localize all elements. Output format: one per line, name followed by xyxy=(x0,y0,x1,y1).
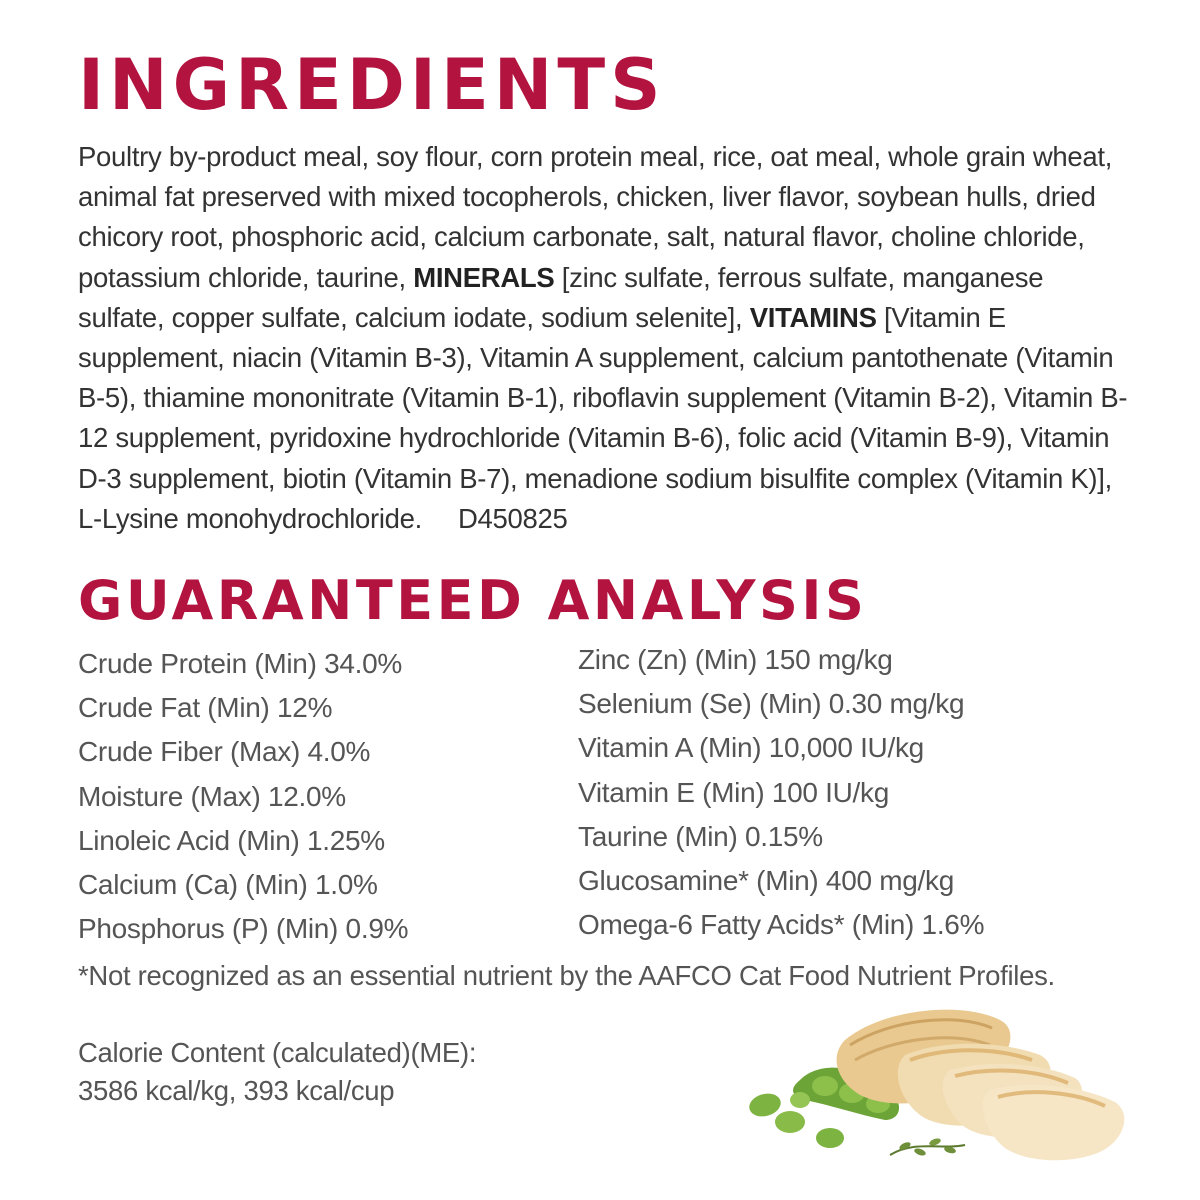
analysis-item: Glucosamine* (Min) 400 mg/kg xyxy=(578,865,954,897)
ingredients-text-part-1: Poultry by-product meal, soy flour, corn protein meal, rice, oat meal, whole grain wheat, animal fat preserved with mixed tocopherols, chicken, liver flavor, soybean hulls, dried chicory root, phosphoric acid, calcium carbonate, salt, natural flavor, choline chloride, potassium chloride, taurine, xyxy=(78,141,1113,293)
herb-sprig-icon xyxy=(890,1137,965,1157)
analysis-column-left xyxy=(78,642,408,951)
chicken-and-edamame-image xyxy=(740,1000,1140,1170)
analysis-item: Omega-6 Fatty Acids* (Min) 1.6% xyxy=(578,909,985,941)
ingredients-heading: INGREDIENTS xyxy=(78,44,666,126)
minerals-label: MINERALS xyxy=(413,261,555,293)
analysis-item: Selenium (Se) (Min) 0.30 mg/kg xyxy=(578,688,965,720)
ingredients-minerals-text: [zinc sulfate, ferrous sulfate, manganese sulfate, copper sulfate, calcium iodate, sodium selenite], xyxy=(78,261,1044,333)
analysis-item: Zinc (Zn) (Min) 150 mg/kg xyxy=(578,644,893,675)
grilled-chicken-icon xyxy=(837,1010,1125,1161)
ingredients-vitamins-text: [Vitamin E supplement, niacin (Vitamin B-3), Vitamin A supplement, calcium pantothenate (Vitamin B-5), thiamine mononitrate (Vitamin B-1), riboflavin supplement (Vitamin B-2), Vitamin B-12 supplement, pyridoxine hydrochloride (Vitamin B-6), folic acid (Vitamin B-9), Vitamin D-3 supplement, biotin (Vitamin B-7), menadione sodium bisulfite complex (Vitamin K)], L-Lysine monohydrochloride. xyxy=(78,301,1128,534)
ingredients-list xyxy=(78,137,1128,539)
analysis-item: Calcium (Ca) (Min) 1.0% xyxy=(78,869,378,901)
product-code: D450825 xyxy=(458,502,568,534)
analysis-item: Crude Fiber (Max) 4.0% xyxy=(78,736,371,768)
analysis-column-right xyxy=(578,638,984,947)
analysis-item: Crude Fat (Min) 12% xyxy=(78,692,333,724)
guaranteed-analysis-heading: GUARANTEED ANALYSIS xyxy=(78,569,868,632)
analysis-item: Vitamin E (Min) 100 IU/kg xyxy=(578,776,889,808)
analysis-item: Crude Protein (Min) 34.0% xyxy=(78,648,402,679)
calorie-values: 3586 kcal/kg, 393 kcal/cup xyxy=(78,1075,395,1106)
analysis-item: Taurine (Min) 0.15% xyxy=(578,820,823,852)
analysis-item: Phosphorus (P) (Min) 0.9% xyxy=(78,913,409,945)
analysis-item: Vitamin A (Min) 10,000 IU/kg xyxy=(578,732,924,764)
aafco-footnote: *Not recognized as an essential nutrient by the AAFCO Cat Food Nutrient Profiles. xyxy=(78,960,1055,991)
analysis-item: Linoleic Acid (Min) 1.25% xyxy=(78,824,385,856)
analysis-item: Moisture (Max) 12.0% xyxy=(78,780,346,812)
vitamins-label: VITAMINS xyxy=(749,301,877,333)
calorie-content xyxy=(78,1034,476,1110)
calorie-label: Calorie Content (calculated)(ME): xyxy=(78,1037,477,1068)
